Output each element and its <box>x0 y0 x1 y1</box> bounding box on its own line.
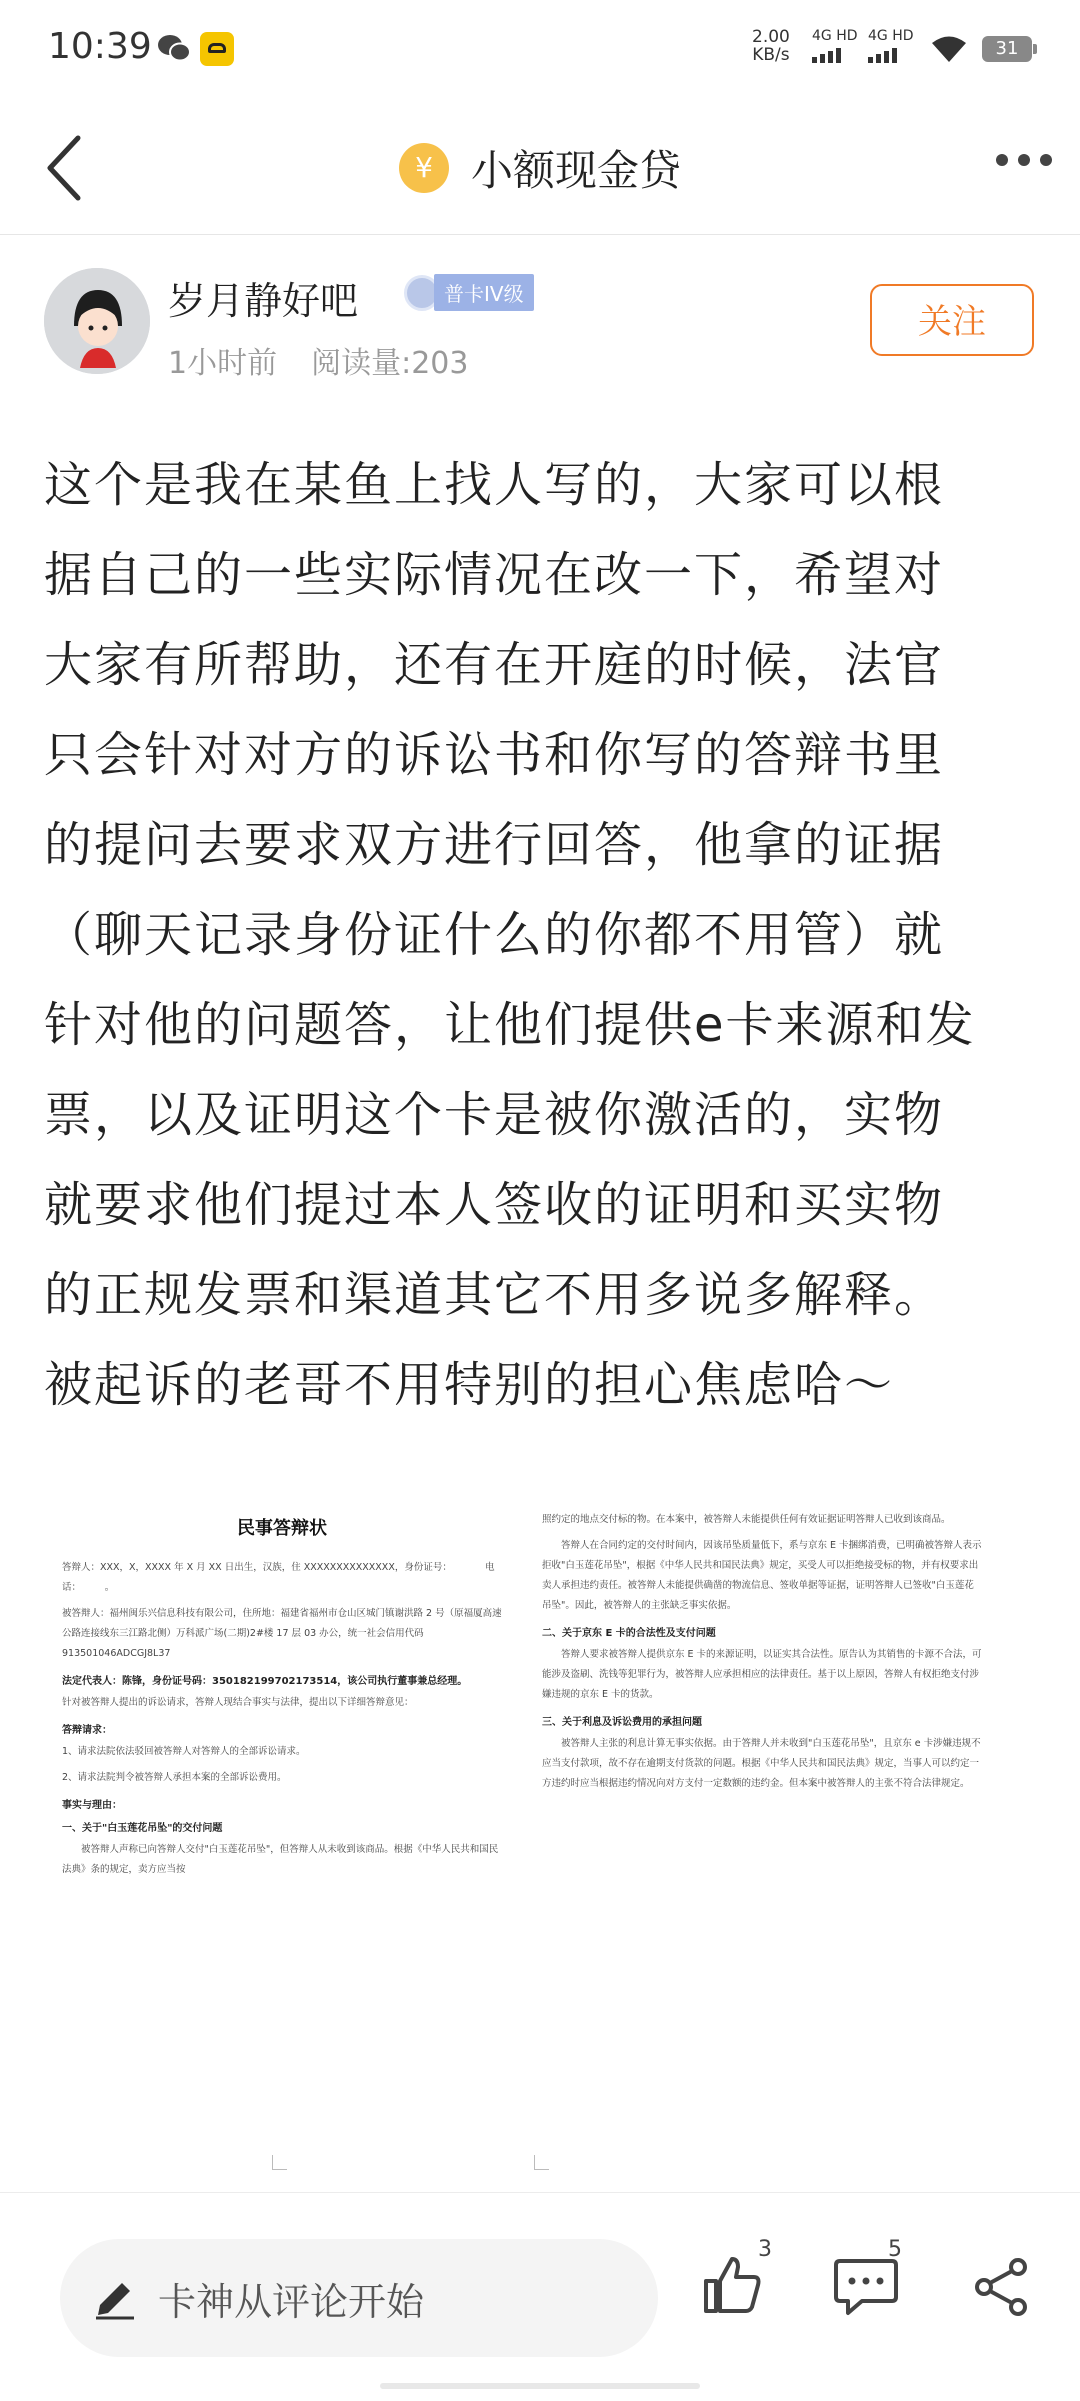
battery-icon: 31 <box>982 36 1032 62</box>
status-time: 10:39 <box>48 26 152 67</box>
article-line: 只会针对对方的诉讼书和你写的答辩书里 <box>44 727 945 783</box>
page-title-wrap <box>0 138 1080 198</box>
article-line: 针对他的问题答，让他们提供e卡来源和发 <box>44 997 976 1053</box>
net-speed: 2.00 KB/s <box>752 27 790 65</box>
comment-input[interactable] <box>60 2239 658 2357</box>
comment-count: 5 <box>888 2237 902 2262</box>
document-paragraph: 照约定的地点交付标的物。在本案中，被答辩人未能提供任何有效证据证明答辩人已收到该商品。 <box>542 1514 951 1525</box>
yen-icon: ¥ <box>399 143 449 193</box>
article-line: 就要求他们提过本人签收的证明和买实物 <box>44 1177 945 1233</box>
car-icon <box>200 32 234 66</box>
home-indicator <box>380 2383 700 2389</box>
share-icon[interactable] <box>972 2257 1032 2317</box>
document-page-left <box>62 1470 502 2170</box>
like-count: 3 <box>758 2237 772 2262</box>
document-paragraph: 被答辩人主张的利息计算无事实依据。由于答辩人并未收到"白玉莲花吊坠"，且京东 e 卡涉嫌违规不应当支付款项，故不存在逾期支付货款的问题。根据《中华人民共和国民法典》规定，当事人可以约定一方违约时应当根据违约情况向对方支付一定数额的违约金。但本案中被答辩人的主张不符合法律规定。 <box>542 1738 981 1789</box>
document-title: 民事答辩状 <box>237 1518 327 1539</box>
document-paragraph: 答辩人：XXX，X，XXXX 年 X 月 XX 日出生，汉族，住 XXXXXXXXXXXXXX，身份证号： 电话： 。 <box>62 1562 495 1593</box>
bottom-action-bar <box>0 2192 1080 2401</box>
document-image[interactable] <box>62 1470 1012 2180</box>
pen-icon <box>92 2275 138 2321</box>
article-line: （聊天记录身份证什么的你都不用管）就 <box>44 907 945 963</box>
signal-icon: 4G HD <box>868 28 914 63</box>
wechat-icon <box>156 32 192 64</box>
document-paragraph: 答辩人要求被答辩人提供京东 E 卡的来源证明，以证实其合法性。原告认为其销售的卡源不合法，可能涉及盗刷、洗钱等犯罪行为，被答辩人应承担相应的法律责任。基于以上原因，答辩人有权拒绝支付涉嫌违规的京东 E 卡的货款。 <box>542 1649 982 1700</box>
article-line: 的正规发票和渠道其它不用多说多解释。 <box>44 1267 945 1323</box>
post-time: 1小时前 <box>168 346 278 381</box>
thumbs-up-icon[interactable] <box>700 2253 764 2317</box>
article-line: 票，以及证明这个卡是被你激活的，实物 <box>44 1087 945 1143</box>
document-paragraph: 2、请求法院判令被答辩人承担本案的全部诉讼费用。 <box>62 1772 287 1783</box>
article-line: 大家有所帮助，还有在开庭的时候，法官 <box>44 637 945 693</box>
avatar[interactable] <box>44 268 150 374</box>
read-count: 阅读量:203 <box>311 346 469 381</box>
more-dots-icon[interactable] <box>996 154 1052 166</box>
document-heading: 事实与理由： <box>62 1800 122 1811</box>
page-title: 小额现金贷 <box>470 146 681 195</box>
document-paragraph: 被答辩人声称已向答辩人交付"白玉莲花吊坠"，但答辩人从未收到该商品。根据《中华人民共和国民法典》条的规定，卖方应当按 <box>62 1844 499 1875</box>
level-badge: 普卡IV级 <box>404 274 534 311</box>
document-heading: 法定代表人：陈锋，身份证号码：350182199702173514，该公司执行董事兼总经理。 <box>62 1676 468 1687</box>
article-line: 的提问去要求双方进行回答，他拿的证据 <box>44 817 945 873</box>
document-paragraph: 1、请求法院依法驳回被答辩人对答辩人的全部诉讼请求。 <box>62 1746 306 1757</box>
article-line: 这个是我在某鱼上找人写的，大家可以根 <box>44 457 945 513</box>
document-heading: 二、关于京东 E 卡的合法性及支付问题 <box>542 1628 716 1639</box>
wifi-icon <box>930 34 968 64</box>
document-heading: 三、关于利息及诉讼费用的承担问题 <box>542 1717 702 1728</box>
author-name[interactable]: 岁月静好吧 <box>168 279 359 323</box>
document-paragraph: 针对被答辩人提出的诉讼请求，答辩人现结合事实与法律，提出以下详细答辩意见： <box>62 1697 414 1708</box>
signal-icon: 4G HD <box>812 28 858 63</box>
top-nav <box>0 100 1080 235</box>
article-body <box>44 440 1044 1430</box>
avatar-girl-icon <box>44 268 150 374</box>
document-heading: 一、关于"白玉莲花吊坠"的交付问题 <box>62 1823 223 1834</box>
comment-bubble-icon[interactable] <box>832 2255 900 2317</box>
document-paragraph: 答辩人在合同约定的交付时间内，因该吊坠质量低下，系与京东 E 卡捆绑消费，已明确被答辩人表示拒收"白玉莲花吊坠"，根据《中华人民共和国民法典》规定，买受人可以拒绝接受标的物，并有权要求出卖人承担违约责任。被答辩人未能提供确凿的物流信息、签收单据等证据，证明答辩人已签收"白玉莲花吊坠"。因此，被答辩人的主张缺乏事实依据。 <box>542 1540 982 1611</box>
follow-button[interactable]: 关注 <box>870 284 1034 356</box>
article-line: 据自己的一些实际情况在改一下，希望对 <box>44 547 945 603</box>
status-bar <box>0 0 1080 100</box>
article-line: 被起诉的老哥不用特别的担心焦虑哈～ <box>44 1357 895 1413</box>
document-heading: 答辩请求： <box>62 1725 112 1736</box>
post-meta <box>168 338 468 382</box>
comment-placeholder: 卡神从评论开始 <box>158 2279 425 2324</box>
author-row <box>0 234 1080 404</box>
document-page-right <box>542 1470 982 2170</box>
document-paragraph: 被答辩人：福州闽乐兴信息科技有限公司，住所地：福建省福州市仓山区城门镇谢洪路 2 号（原福厦高速公路连接线东三江路北侧）万科派广场(二期)2#楼 17 层 03 办公，统一社会信用代码913501046ADCGJ8L37 <box>62 1608 502 1659</box>
